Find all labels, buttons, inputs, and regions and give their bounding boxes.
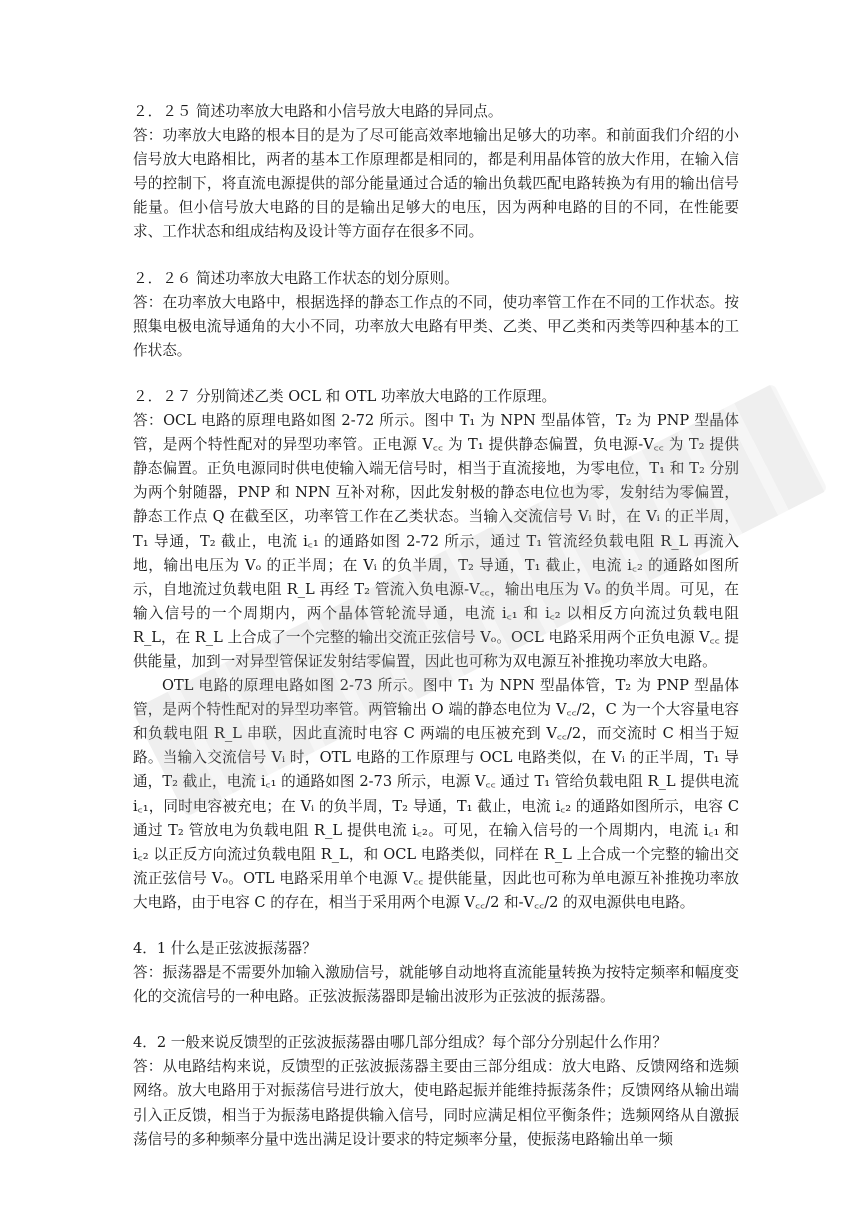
qa-4-2 <box>133 1031 739 1151</box>
answer-paragraph-otl: OTL 电路的原理电路如图 2-73 所示。图中 T₁ 为 NPN 型晶体管，T₂ 为 PNP 型晶体管，是两个特性配对的异型功率管。两管输出 O 端的静态电位为 V꜀꜀/2，C 为一个大容量电容和负载电阻 R_L 串联，因此直流时电容 C 两端的电压被充到 V꜀꜀/2，而交流时 C 相当于短路。当输入交流信号 Vᵢ 时，OTL 电路的工作原理与 OCL 电路类似，在 Vᵢ 的正半周，T₁ 导通，T₂ 截止，电流 i꜀₁ 的通路如图 2-73 所示，电源 V꜀꜀ 通过 T₁ 管给负载电阻 R_L 提供电流 i꜀₁，同时电容被充电；在 Vᵢ 的负半周，T₂ 导通，T₁ 截止，电流 i꜀₂ 的通路如图所示，电容 C 通过 T₂ 管放电为负载电阻 R_L 提供电流 i꜀₂。可见，在输入信号的一个周期内，电流 i꜀₁ 和 i꜀₂ 以正反方向流过负载电阻 R_L，和 OCL 电路类似，同样在 R_L 上合成一个完整的输出交流正弦信号 Vₒ。OTL 电路采用单个电源 V꜀꜀ 提供能量，因此也可称为单电源互补推挽功率放大电路，由于电容 C 的存在，相当于采用两个电源 V꜀꜀/2 和-V꜀꜀/2 的双电源供电电路。 <box>133 677 739 911</box>
document-body <box>133 100 739 1174</box>
question-heading: ２．２６ 简述功率放大电路工作状态的划分原则。 <box>133 269 459 287</box>
question-heading: ２．２７ 分别简述乙类 OCL 和 OTL 功率放大电路的工作原理。 <box>133 387 557 405</box>
answer-paragraph: 答：振荡器是不需要外加输入激励信号，就能够自动地将直流能量转换为按特定频率和幅度变化的交流信号的一种电路。正弦波振荡器即是输出波形为正弦波的振荡器。 <box>133 964 739 1006</box>
answer-paragraph-ocl: 答：OCL 电路的原理电路如图 2-72 所示。图中 T₁ 为 NPN 型晶体管，T₂ 为 PNP 型晶体管，是两个特性配对的异型功率管。正电源 V꜀꜀ 为 T₁ 提供静态偏置，负电源-V꜀꜀ 为 T₂ 提供静态偏置。正负电源同时供电使输入端无信号时，相当于直流接地，为零电位，T₁ 和 T₂ 分别为两个射随器，PNP 和 NPN 互补对称，因此发射极的静态电位也为零，发射结为零偏置，静态工作点 Q 在截至区，功率管工作在乙类状态。当输入交流信号 Vᵢ 时，在 Vᵢ 的正半周，T₁ 导通，T₂ 截止，电流 i꜀₁ 的通路如图 2-72 所示，通过 T₁ 管流经负载电阻 R_L 再流入地，输出电压为 Vₒ 的正半周；在 Vᵢ 的负半周，T₂ 导通，T₁ 截止，电流 i꜀₂ 的通路如图所示，自地流过负载电阻 R_L 再经 T₂ 管流入负电源-V꜀꜀，输出电压为 Vₒ 的负半周。可见，在输入信号的一个周期内，两个晶体管轮流导通，电流 i꜀₁ 和 i꜀₂ 以相反方向流过负载电阻 R_L，在 R_L 上合成了一个完整的输出交流正弦信号 Vₒ。OCL 电路采用两个正负电源 V꜀꜀ 提供能量，加到一对异型管保证发射结零偏置，因此也可称为双电源互补推挽功率放大电路。 <box>133 412 739 670</box>
question-heading: 4．1 什么是正弦波振荡器？ <box>133 940 317 957</box>
qa-2-26 <box>133 267 739 363</box>
qa-4-1 <box>133 937 739 1009</box>
question-heading: ２．２５ 简述功率放大电路和小信号放大电路的异同点。 <box>133 103 503 120</box>
answer-paragraph: 答：功率放大电路的根本目的是为了尽可能高效率地输出足够大的功率。和前面我们介绍的小信号放大电路相比，两者的基本工作原理都是相同的，都是利用晶体管的放大作用，在输入信号的控制下，将直流电源提供的部分能量通过合适的输出负载匹配电路转换为有用的输出信号能量。但小信号放大电路的目的是输出足够大的电压，因为两种电路的目的不同，在性能要求、工作状态和组成结构及设计等方面存在很多不同。 <box>133 127 739 241</box>
qa-2-25 <box>133 100 739 245</box>
answer-paragraph: 答：在功率放大电路中，根据选择的静态工作点的不同，使功率管工作在不同的工作状态。按照集电极电流导通角的大小不同，功率放大电路有甲类、乙类、甲乙类和丙类等四种基本的工作状态。 <box>133 293 739 359</box>
answer-paragraph: 答：从电路结构来说，反馈型的正弦波振荡器主要由三部分组成：放大电路、反馈网络和选频网络。放大电路用于对振荡信号进行放大，使电路起振并能维持振荡条件；反馈网络从输出端引入正反馈，相当于为振荡电路提供输入信号，同时应满足相位平衡条件；选频网络从自激振荡信号的多种频率分量中选出满足设计要求的特定频率分量，使振荡电路输出单一频 <box>133 1058 739 1148</box>
qa-2-27 <box>133 385 739 915</box>
question-heading: 4．2 一般来说反馈型的正弦波振荡器由哪几部分组成？每个部分分别起什么作用？ <box>133 1034 667 1052</box>
